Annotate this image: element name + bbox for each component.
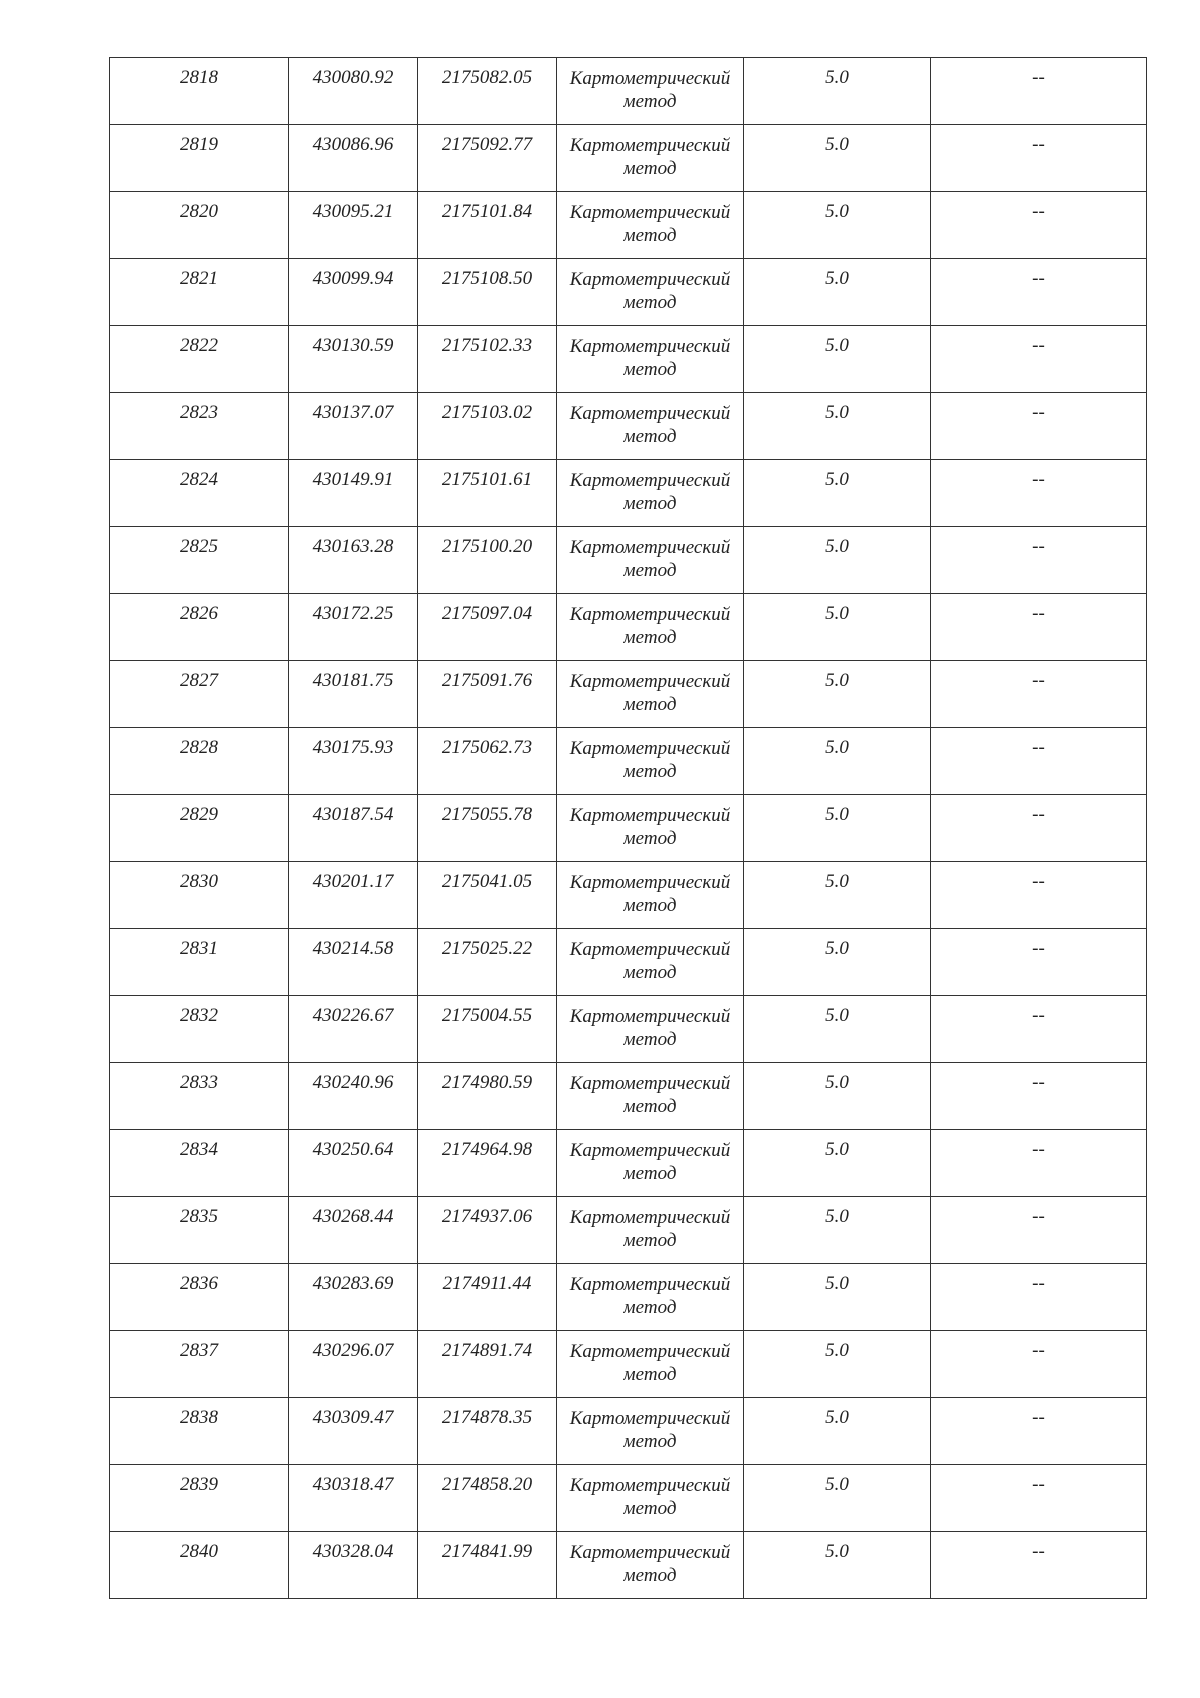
method-cell: Картометрический метод: [557, 996, 744, 1063]
method-cell: Картометрический метод: [557, 192, 744, 259]
accuracy-cell: 5.0: [744, 728, 931, 795]
accuracy-cell: 5.0: [744, 58, 931, 125]
y-coordinate-cell: 2175091.76: [418, 661, 557, 728]
method-cell: Картометрический метод: [557, 795, 744, 862]
table-row: [110, 326, 1147, 393]
method-cell: Картометрический метод: [557, 1532, 744, 1599]
x-coordinate-cell: 430283.69: [289, 1264, 418, 1331]
x-coordinate-cell: 430137.07: [289, 393, 418, 460]
point-number-cell: 2822: [110, 326, 289, 393]
accuracy-cell: 5.0: [744, 1063, 931, 1130]
point-number-cell: 2821: [110, 259, 289, 326]
method-cell: Картометрический метод: [557, 1130, 744, 1197]
x-coordinate-cell: 430268.44: [289, 1197, 418, 1264]
accuracy-cell: 5.0: [744, 1532, 931, 1599]
y-coordinate-cell: 2175082.05: [418, 58, 557, 125]
x-coordinate-cell: 430099.94: [289, 259, 418, 326]
method-cell: Картометрический метод: [557, 661, 744, 728]
accuracy-cell: 5.0: [744, 259, 931, 326]
point-number-cell: 2828: [110, 728, 289, 795]
note-cell: --: [931, 1264, 1147, 1331]
table-row: [110, 527, 1147, 594]
accuracy-cell: 5.0: [744, 1197, 931, 1264]
point-number-cell: 2831: [110, 929, 289, 996]
point-number-cell: 2833: [110, 1063, 289, 1130]
note-cell: --: [931, 326, 1147, 393]
y-coordinate-cell: 2174891.74: [418, 1331, 557, 1398]
y-coordinate-cell: 2175101.84: [418, 192, 557, 259]
y-coordinate-cell: 2175041.05: [418, 862, 557, 929]
x-coordinate-cell: 430175.93: [289, 728, 418, 795]
table-row: [110, 58, 1147, 125]
x-coordinate-cell: 430296.07: [289, 1331, 418, 1398]
x-coordinate-cell: 430250.64: [289, 1130, 418, 1197]
y-coordinate-cell: 2174911.44: [418, 1264, 557, 1331]
point-number-cell: 2834: [110, 1130, 289, 1197]
method-cell: Картометрический метод: [557, 259, 744, 326]
x-coordinate-cell: 430187.54: [289, 795, 418, 862]
y-coordinate-cell: 2174858.20: [418, 1465, 557, 1532]
point-number-cell: 2824: [110, 460, 289, 527]
y-coordinate-cell: 2174980.59: [418, 1063, 557, 1130]
point-number-cell: 2832: [110, 996, 289, 1063]
method-cell: Картометрический метод: [557, 58, 744, 125]
note-cell: --: [931, 594, 1147, 661]
table-row: [110, 192, 1147, 259]
accuracy-cell: 5.0: [744, 527, 931, 594]
note-cell: --: [931, 929, 1147, 996]
table-row: [110, 1130, 1147, 1197]
y-coordinate-cell: 2175092.77: [418, 125, 557, 192]
table-body: [110, 58, 1147, 1599]
note-cell: --: [931, 728, 1147, 795]
accuracy-cell: 5.0: [744, 795, 931, 862]
note-cell: --: [931, 460, 1147, 527]
note-cell: --: [931, 1331, 1147, 1398]
point-number-cell: 2827: [110, 661, 289, 728]
y-coordinate-cell: 2175103.02: [418, 393, 557, 460]
y-coordinate-cell: 2174841.99: [418, 1532, 557, 1599]
point-number-cell: 2838: [110, 1398, 289, 1465]
y-coordinate-cell: 2174937.06: [418, 1197, 557, 1264]
point-number-cell: 2825: [110, 527, 289, 594]
note-cell: --: [931, 661, 1147, 728]
y-coordinate-cell: 2175062.73: [418, 728, 557, 795]
method-cell: Картометрический метод: [557, 393, 744, 460]
accuracy-cell: 5.0: [744, 862, 931, 929]
accuracy-cell: 5.0: [744, 929, 931, 996]
y-coordinate-cell: 2175100.20: [418, 527, 557, 594]
y-coordinate-cell: 2175025.22: [418, 929, 557, 996]
method-cell: Картометрический метод: [557, 862, 744, 929]
table-row: [110, 259, 1147, 326]
note-cell: --: [931, 862, 1147, 929]
y-coordinate-cell: 2174964.98: [418, 1130, 557, 1197]
note-cell: --: [931, 1130, 1147, 1197]
accuracy-cell: 5.0: [744, 460, 931, 527]
method-cell: Картометрический метод: [557, 594, 744, 661]
note-cell: --: [931, 527, 1147, 594]
table-row: [110, 795, 1147, 862]
point-number-cell: 2837: [110, 1331, 289, 1398]
x-coordinate-cell: 430309.47: [289, 1398, 418, 1465]
note-cell: --: [931, 192, 1147, 259]
point-number-cell: 2830: [110, 862, 289, 929]
table-row: [110, 393, 1147, 460]
x-coordinate-cell: 430226.67: [289, 996, 418, 1063]
table-row: [110, 1331, 1147, 1398]
x-coordinate-cell: 430130.59: [289, 326, 418, 393]
point-number-cell: 2823: [110, 393, 289, 460]
x-coordinate-cell: 430328.04: [289, 1532, 418, 1599]
y-coordinate-cell: 2175097.04: [418, 594, 557, 661]
x-coordinate-cell: 430172.25: [289, 594, 418, 661]
accuracy-cell: 5.0: [744, 1264, 931, 1331]
method-cell: Картометрический метод: [557, 1264, 744, 1331]
point-number-cell: 2819: [110, 125, 289, 192]
accuracy-cell: 5.0: [744, 1465, 931, 1532]
accuracy-cell: 5.0: [744, 1331, 931, 1398]
x-coordinate-cell: 430240.96: [289, 1063, 418, 1130]
x-coordinate-cell: 430318.47: [289, 1465, 418, 1532]
note-cell: --: [931, 1398, 1147, 1465]
accuracy-cell: 5.0: [744, 326, 931, 393]
method-cell: Картометрический метод: [557, 1465, 744, 1532]
y-coordinate-cell: 2174878.35: [418, 1398, 557, 1465]
y-coordinate-cell: 2175004.55: [418, 996, 557, 1063]
note-cell: --: [931, 259, 1147, 326]
note-cell: --: [931, 393, 1147, 460]
point-number-cell: 2818: [110, 58, 289, 125]
accuracy-cell: 5.0: [744, 1398, 931, 1465]
note-cell: --: [931, 1465, 1147, 1532]
table-row: [110, 1398, 1147, 1465]
note-cell: --: [931, 125, 1147, 192]
table-row: [110, 862, 1147, 929]
x-coordinate-cell: 430181.75: [289, 661, 418, 728]
method-cell: Картометрический метод: [557, 929, 744, 996]
method-cell: Картометрический метод: [557, 1398, 744, 1465]
method-cell: Картометрический метод: [557, 1063, 744, 1130]
point-number-cell: 2836: [110, 1264, 289, 1331]
point-number-cell: 2840: [110, 1532, 289, 1599]
x-coordinate-cell: 430095.21: [289, 192, 418, 259]
y-coordinate-cell: 2175055.78: [418, 795, 557, 862]
y-coordinate-cell: 2175102.33: [418, 326, 557, 393]
table-row: [110, 996, 1147, 1063]
method-cell: Картометрический метод: [557, 1331, 744, 1398]
accuracy-cell: 5.0: [744, 393, 931, 460]
note-cell: --: [931, 1532, 1147, 1599]
table-row: [110, 125, 1147, 192]
table-row: [110, 661, 1147, 728]
coordinates-table: [109, 57, 1147, 1599]
point-number-cell: 2835: [110, 1197, 289, 1264]
x-coordinate-cell: 430214.58: [289, 929, 418, 996]
point-number-cell: 2826: [110, 594, 289, 661]
accuracy-cell: 5.0: [744, 125, 931, 192]
method-cell: Картометрический метод: [557, 125, 744, 192]
method-cell: Картометрический метод: [557, 728, 744, 795]
table-row: [110, 1532, 1147, 1599]
note-cell: --: [931, 996, 1147, 1063]
y-coordinate-cell: 2175108.50: [418, 259, 557, 326]
accuracy-cell: 5.0: [744, 192, 931, 259]
table-row: [110, 728, 1147, 795]
accuracy-cell: 5.0: [744, 996, 931, 1063]
x-coordinate-cell: 430080.92: [289, 58, 418, 125]
table-row: [110, 929, 1147, 996]
table-row: [110, 460, 1147, 527]
method-cell: Картометрический метод: [557, 460, 744, 527]
x-coordinate-cell: 430201.17: [289, 862, 418, 929]
note-cell: --: [931, 795, 1147, 862]
note-cell: --: [931, 1063, 1147, 1130]
accuracy-cell: 5.0: [744, 661, 931, 728]
point-number-cell: 2839: [110, 1465, 289, 1532]
method-cell: Картометрический метод: [557, 527, 744, 594]
accuracy-cell: 5.0: [744, 594, 931, 661]
note-cell: --: [931, 58, 1147, 125]
table-row: [110, 1197, 1147, 1264]
table-row: [110, 594, 1147, 661]
point-number-cell: 2820: [110, 192, 289, 259]
point-number-cell: 2829: [110, 795, 289, 862]
x-coordinate-cell: 430149.91: [289, 460, 418, 527]
accuracy-cell: 5.0: [744, 1130, 931, 1197]
y-coordinate-cell: 2175101.61: [418, 460, 557, 527]
method-cell: Картометрический метод: [557, 1197, 744, 1264]
table-row: [110, 1063, 1147, 1130]
x-coordinate-cell: 430086.96: [289, 125, 418, 192]
note-cell: --: [931, 1197, 1147, 1264]
method-cell: Картометрический метод: [557, 326, 744, 393]
table-row: [110, 1264, 1147, 1331]
table-row: [110, 1465, 1147, 1532]
x-coordinate-cell: 430163.28: [289, 527, 418, 594]
